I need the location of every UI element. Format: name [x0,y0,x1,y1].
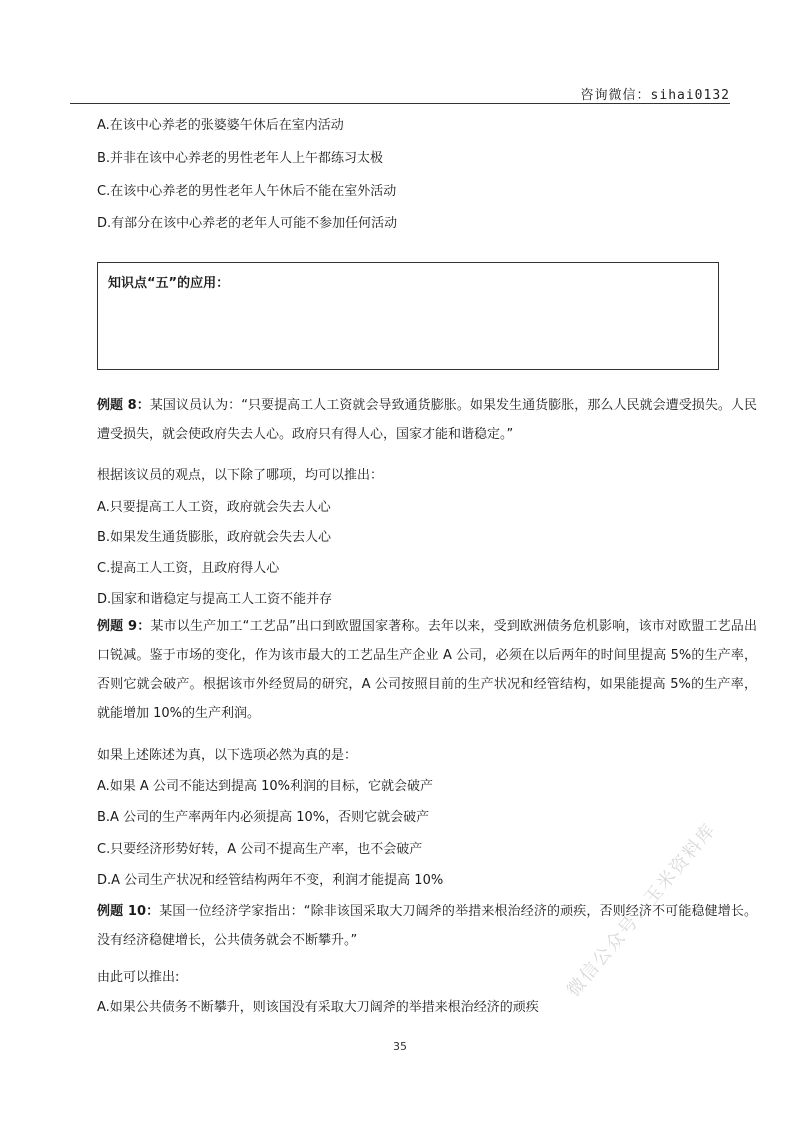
example9-label: 例题 9： [97,619,151,634]
example9-option-d: D.A 公司生产状况和经管结构两年不变，利润才能提高 10% [97,873,444,888]
example9-option-b: B.A 公司的生产率两年内必须提高 10%，否则它就会破产 [97,810,430,825]
watermark: 微信公众号：玉米资料库 [563,819,721,1002]
example8-option-c: C.提高工人工资，且政府得人心 [97,561,280,576]
example8-label: 例题 8： [97,398,150,413]
example8-question: 根据该议员的观点，以下除了哪项，均可以推出： [97,468,384,483]
example10-question: 由此可以推出: [97,970,180,985]
example8-option-b: B.如果发生通货膨胀，政府就会失去人心 [97,530,332,545]
knowledge-box [97,262,719,370]
q7-option-a: A.在该中心养老的张婆婆午休后在室内活动 [97,118,344,133]
page-number: 35 [393,1040,407,1053]
example10-stem-text: 某国一位经济学家指出：“除非该国采取大刀阔斧的举措来根治经济的顽疾，否则经济不可能稳健增长。没有经济稳健增长，公共债务就会不断攀升。” [97,904,757,948]
example8-stem-text: 某国议员认为：“只要提高工人工资就会导致通货膨胀。如果发生通货膨胀，那么人民就会遭受损失。人民遭受损失，就会使政府失去人心。政府只有得人心，国家才能和谐稳定。” [97,398,757,442]
header-contact: 咨询微信：sihai0132 [580,88,730,103]
knowledge-box-title: 知识点“五”的应用： [108,276,230,291]
example8-option-a: A.只要提高工人工资，政府就会失去人心 [97,500,331,515]
q7-option-d: D.有部分在该中心养老的老年人可能不参加任何活动 [97,216,398,231]
q7-option-c: C.在该中心养老的男性老年人午休后不能在室外活动 [97,184,397,199]
example9-option-c: C.只要经济形势好转，A 公司不提高生产率，也不会破产 [97,842,423,857]
example9-stem-text: 某市以生产加工“工艺品”出口到欧盟国家著称。去年以来，受到欧洲债务危机影响，该市对欧盟工艺品出口锐减。鉴于市场的变化，作为该市最大的工艺品生产企业 A 公司，必须在以后两年的时间里提高 5%的生产率，否则它就会破产。根据该市外经贸局的研究，A 公司按照目前的生产状况和经管结构，如果能提高 5%的生产率，就能增加 10%的生产利润。 [97,619,757,721]
example9-question: 如果上述陈述为真，以下选项必然为真的是： [97,748,358,763]
example10-option-a: A.如果公共债务不断攀升，则该国没有采取大刀阔斧的举措来根治经济的顽疾 [97,1000,539,1015]
example9-option-a: A.如果 A 公司不能达到提高 10%利润的目标，它就会破产 [97,779,433,794]
example10-label: 例题 10： [97,904,160,919]
q7-option-b: B.并非在该中心养老的男性老年人上午都练习太极 [97,151,384,166]
example9-stem [71,612,757,728]
example8-stem [71,391,757,449]
header-divider [70,103,730,104]
example8-option-d: D.国家和谐稳定与提高工人工资不能并存 [97,592,333,607]
